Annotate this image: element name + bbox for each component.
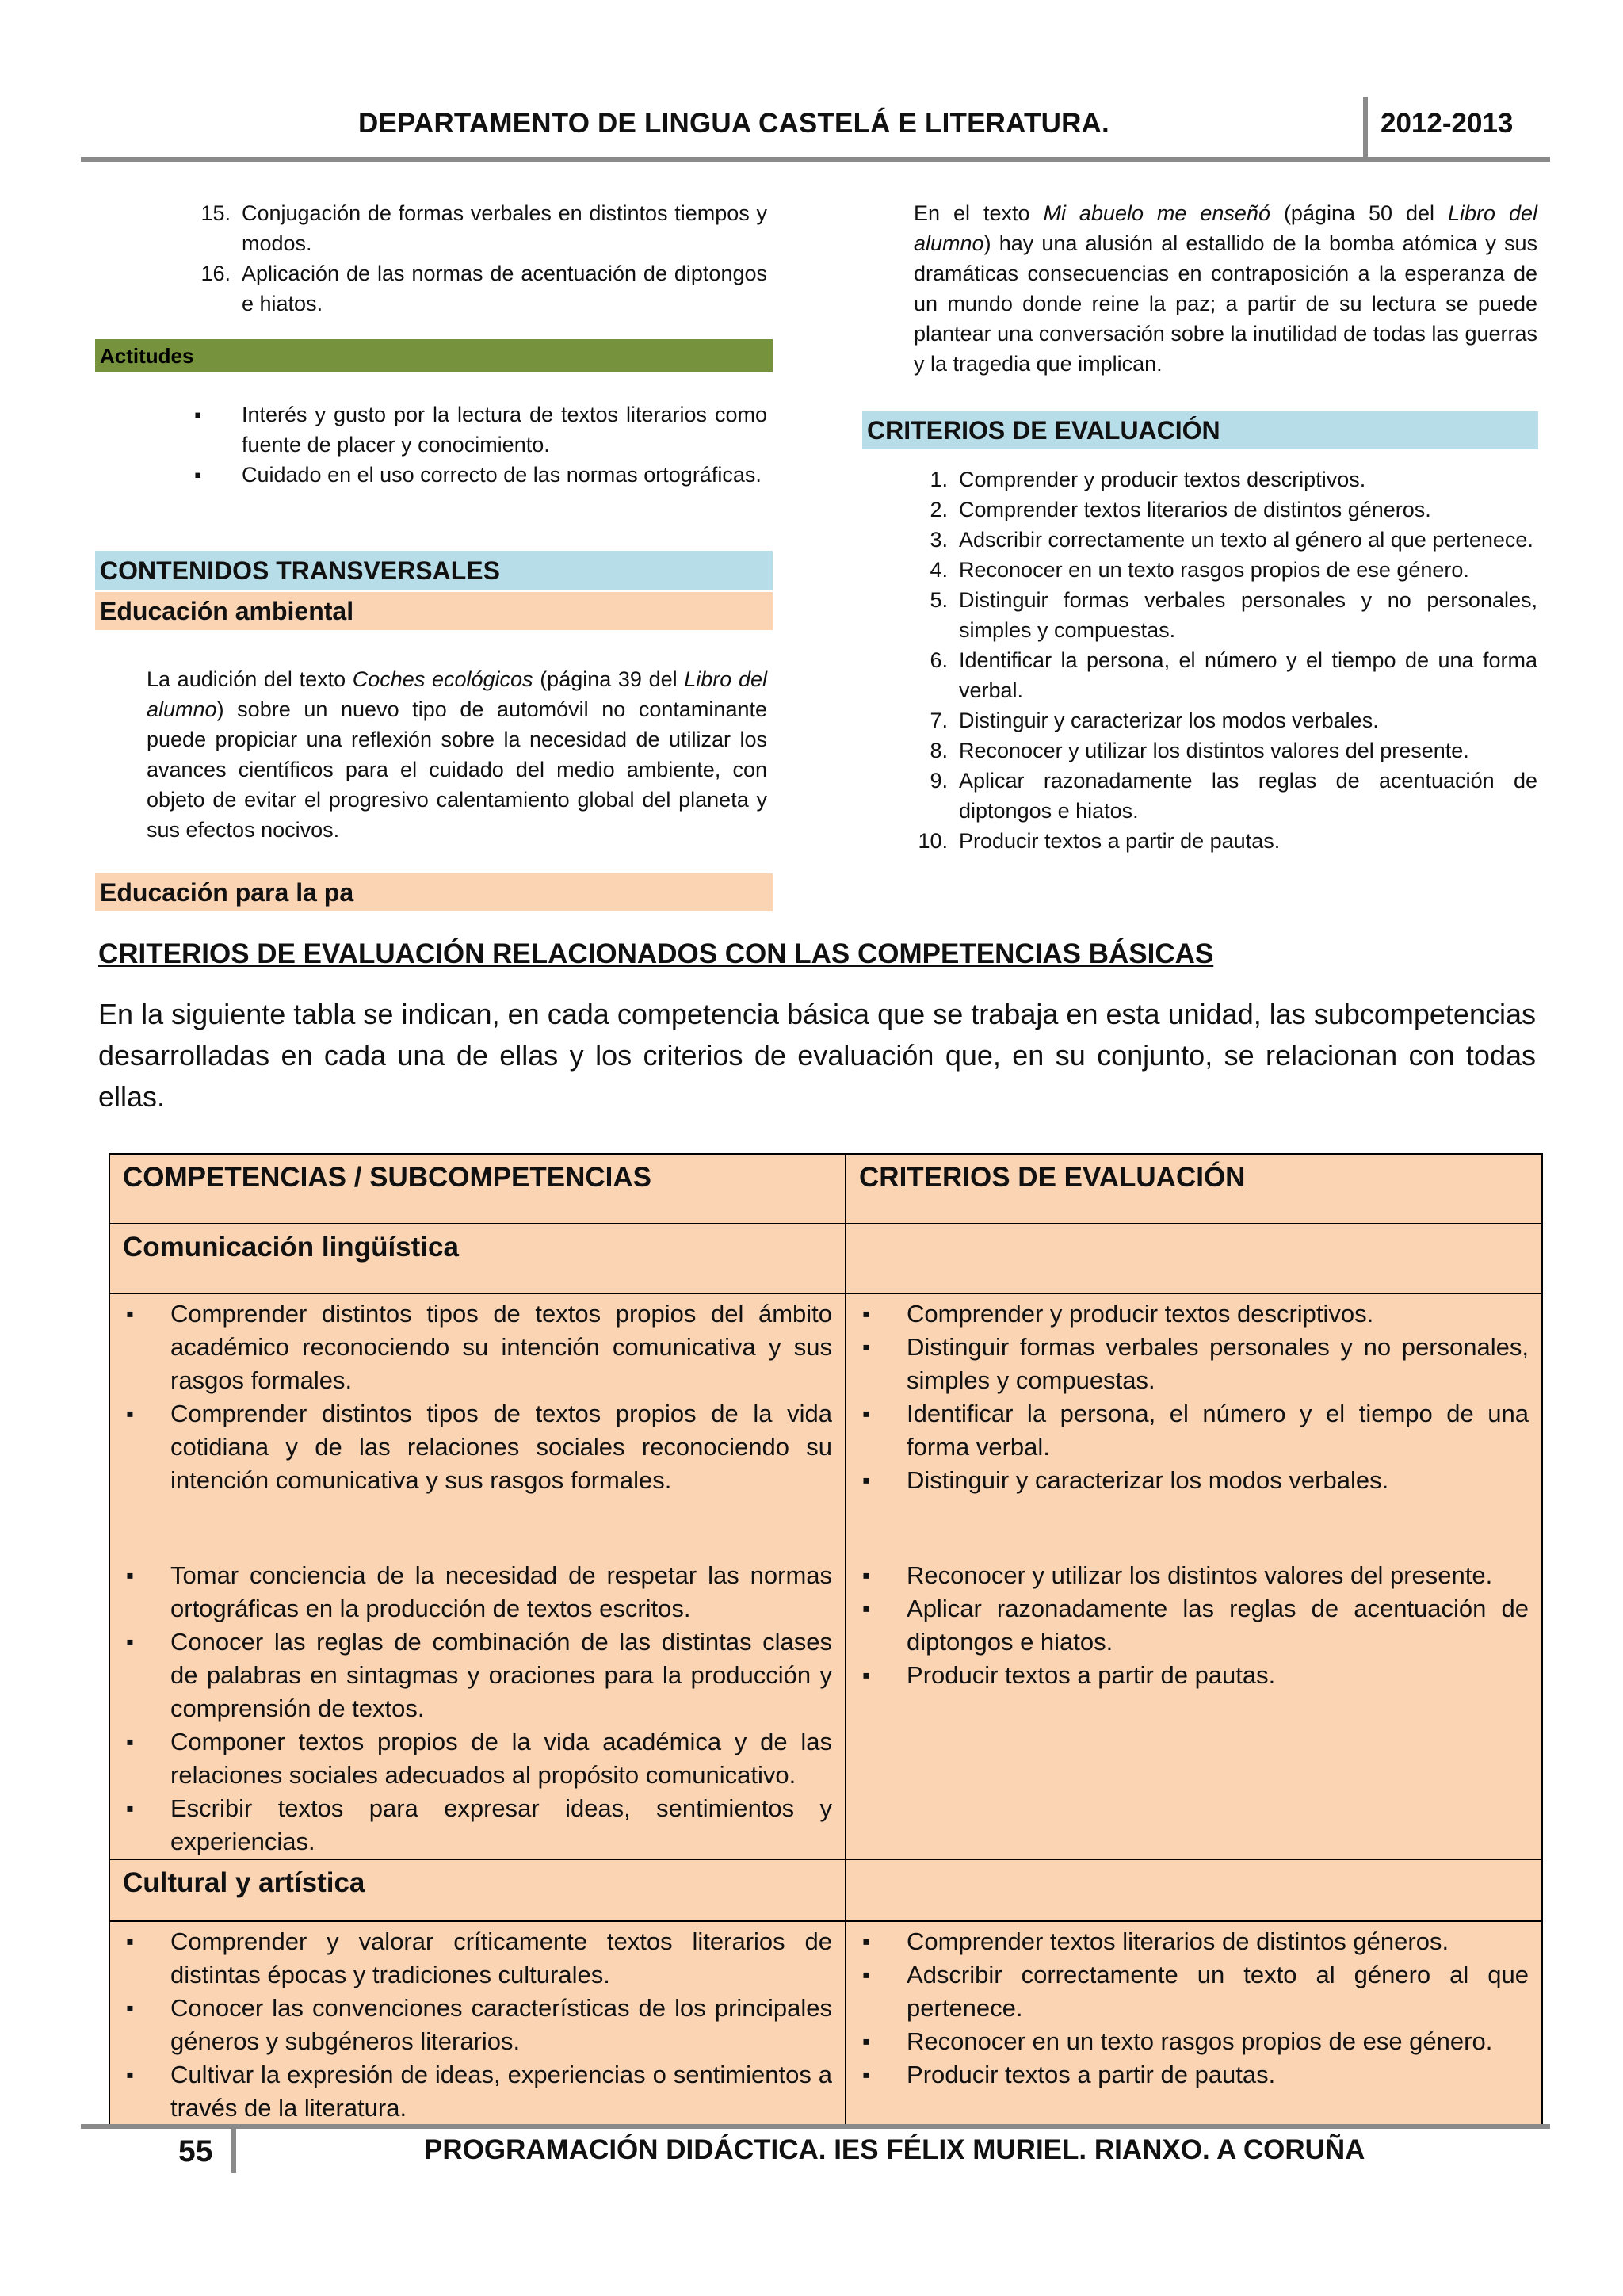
page-number: 55	[178, 2134, 213, 2168]
list-item: ▪ Comprender distintos tipos de textos propios de la vida cotidiana y de las relaciones sociales reconociendo su intención comunicativa y sus rasgos formales.	[123, 1397, 832, 1497]
list-item: ▪ Aplicar razonadamente las reglas de acentuación de diptongos e hiatos.	[859, 1592, 1529, 1659]
header-year: 2012-2013	[1381, 108, 1514, 139]
column-header: CRITERIOS DE EVALUACIÓN	[846, 1154, 1542, 1224]
group-title: Comunicación lingüística	[109, 1224, 846, 1293]
table-row	[109, 1293, 1542, 1859]
competencias-table	[109, 1153, 1543, 2126]
group-row	[109, 1859, 1542, 1921]
table-row	[109, 1921, 1542, 2126]
ambiental-paragraph: La audición del texto Coches ecológicos (página 39 del Libro del alumno) sobre un nuevo tipo de automóvil no contaminante puede propiciar una reflexión sobre la necesidad de utilizar los avances científicos para el cuidado del medio ambiente, con objeto de evitar el progresivo calentamiento global del planeta y sus efectos nocivos.	[147, 667, 767, 842]
list-item: 5. Distinguir formas verbales personales y no personales, simples y compuestas.	[930, 588, 1537, 642]
header-title: DEPARTAMENTO DE LINGUA CASTELÁ E LITERATURA.	[358, 108, 1109, 139]
list-item: 4. Reconocer en un texto rasgos propios de ese género.	[930, 558, 1469, 582]
list-item: ▪ Distinguir formas verbales personales y no personales, simples y compuestas.	[859, 1331, 1529, 1397]
list-item: ▪ Conocer las convenciones características de los principales géneros y subgéneros literarios.	[123, 1992, 832, 2058]
footer-divider	[231, 2124, 236, 2173]
footer-rule	[81, 2124, 1550, 2129]
list-item: 7. Distinguir y caracterizar los modos verbales.	[930, 709, 1379, 732]
list-item: 8. Reconocer y utilizar los distintos valores del presente.	[930, 739, 1469, 762]
list-item: 9. Aplicar razonadamente las reglas de acentuación de diptongos e hiatos.	[930, 769, 1537, 823]
section-title: CRITERIOS DE EVALUACIÓN RELACIONADOS CON LAS COMPETENCIAS BÁSICAS	[98, 938, 1214, 969]
list-item: 10. Producir textos a partir de pautas.	[918, 829, 1281, 853]
table-header-row	[109, 1154, 1542, 1224]
transversales-heading: CONTENIDOS TRANSVERSALES	[95, 551, 773, 590]
ambiental-heading: Educación ambiental	[95, 592, 773, 630]
list-item: 2. Comprender textos literarios de distintos géneros.	[930, 498, 1431, 521]
list-item: 3. Adscribir correctamente un texto al género al que pertenece.	[930, 528, 1533, 552]
list-item: ▪ Reconocer y utilizar los distintos valores del presente.	[859, 1559, 1529, 1592]
list-item: ▪ Escribir textos para expresar ideas, sentimientos y experiencias.	[123, 1792, 832, 1859]
list-item: ▪ Tomar conciencia de la necesidad de respetar las normas ortográficas en la producción de textos escritos.	[123, 1559, 832, 1626]
list-item: 16. Aplicación de las normas de acentuación de diptongos e hiatos.	[200, 262, 767, 315]
list-item: ▪ Adscribir correctamente un texto al género al que pertenece.	[859, 1958, 1529, 2025]
list-item: ▪ Interés y gusto por la lectura de textos literarios como fuente de placer y conocimiento.	[194, 399, 767, 460]
section-intro: En la siguiente tabla se indican, en cada competencia básica que se trabaja en esta unidad, las subcompetencias desarrolladas en cada una de ellas y los criterios de evaluación que, en su conjunto, se relacionan con todas ellas.	[98, 998, 1536, 1113]
list-item: 6. Identificar la persona, el número y el tiempo de una forma verbal.	[930, 648, 1537, 702]
list-item: ▪ Reconocer en un texto rasgos propios de ese género.	[859, 2025, 1529, 2058]
column-header: COMPETENCIAS / SUBCOMPETENCIAS	[109, 1154, 846, 1224]
list-item: 15. Conjugación de formas verbales en distintos tiempos y modos.	[200, 201, 767, 255]
header-divider	[1363, 97, 1368, 160]
actitudes-heading: Actitudes	[95, 339, 773, 372]
list-item: 1. Comprender y producir textos descriptivos.	[930, 468, 1366, 491]
list-item: ▪ Comprender textos literarios de distintos géneros.	[859, 1925, 1529, 1958]
criterios-heading: CRITERIOS DE EVALUACIÓN	[862, 411, 1538, 449]
list-item: ▪ Distinguir y caracterizar los modos verbales.	[859, 1464, 1529, 1497]
list-item: ▪ Producir textos a partir de pautas.	[859, 2058, 1529, 2092]
list-item: ▪ Identificar la persona, el número y el tiempo de una forma verbal.	[859, 1397, 1529, 1464]
list-item: ▪ Componer textos propios de la vida académica y de las relaciones sociales adecuados al propósito comunicativo.	[123, 1725, 832, 1792]
footer-text: PROGRAMACIÓN DIDÁCTICA. IES FÉLIX MURIEL. RIANXO. A CORUÑA	[424, 2134, 1365, 2165]
paz-heading: Educación para la pa	[95, 873, 773, 911]
list-item: ▪ Conocer las reglas de combinación de las distintas clases de palabras en sintagmas y oraciones para la producción y comprensión de textos.	[123, 1626, 832, 1725]
actitudes-list	[194, 399, 767, 490]
list-item: ▪ Comprender distintos tipos de textos propios del ámbito académico reconociendo su intención comunicativa y sus rasgos formales.	[123, 1297, 832, 1397]
paz-paragraph: En el texto Mi abuelo me enseñó (página 50 del Libro del alumno) hay una alusión al estallido de la bomba atómica y sus dramáticas consecuencias en contraposición a la esperanza de un mundo donde reine la paz; a partir de su lectura se puede plantear una conversación sobre la inutilidad de todas las guerras y la tragedia que implican.	[914, 201, 1537, 376]
list-item: ▪ Cultivar la expresión de ideas, experiencias o sentimientos a través de la literatura.	[123, 2058, 832, 2125]
list-item: ▪ Producir textos a partir de pautas.	[859, 1659, 1529, 1692]
header-rule	[81, 157, 1550, 162]
list-item: ▪ Comprender y valorar críticamente textos literarios de distintas épocas y tradiciones culturales.	[123, 1925, 832, 1992]
list-item: ▪ Comprender y producir textos descriptivos.	[859, 1297, 1529, 1331]
group-row	[109, 1224, 1542, 1293]
criterios-list	[911, 464, 1537, 856]
group-title: Cultural y artística	[109, 1859, 846, 1921]
contents-list	[194, 198, 767, 319]
list-item: ▪ Cuidado en el uso correcto de las normas ortográficas.	[194, 460, 767, 490]
